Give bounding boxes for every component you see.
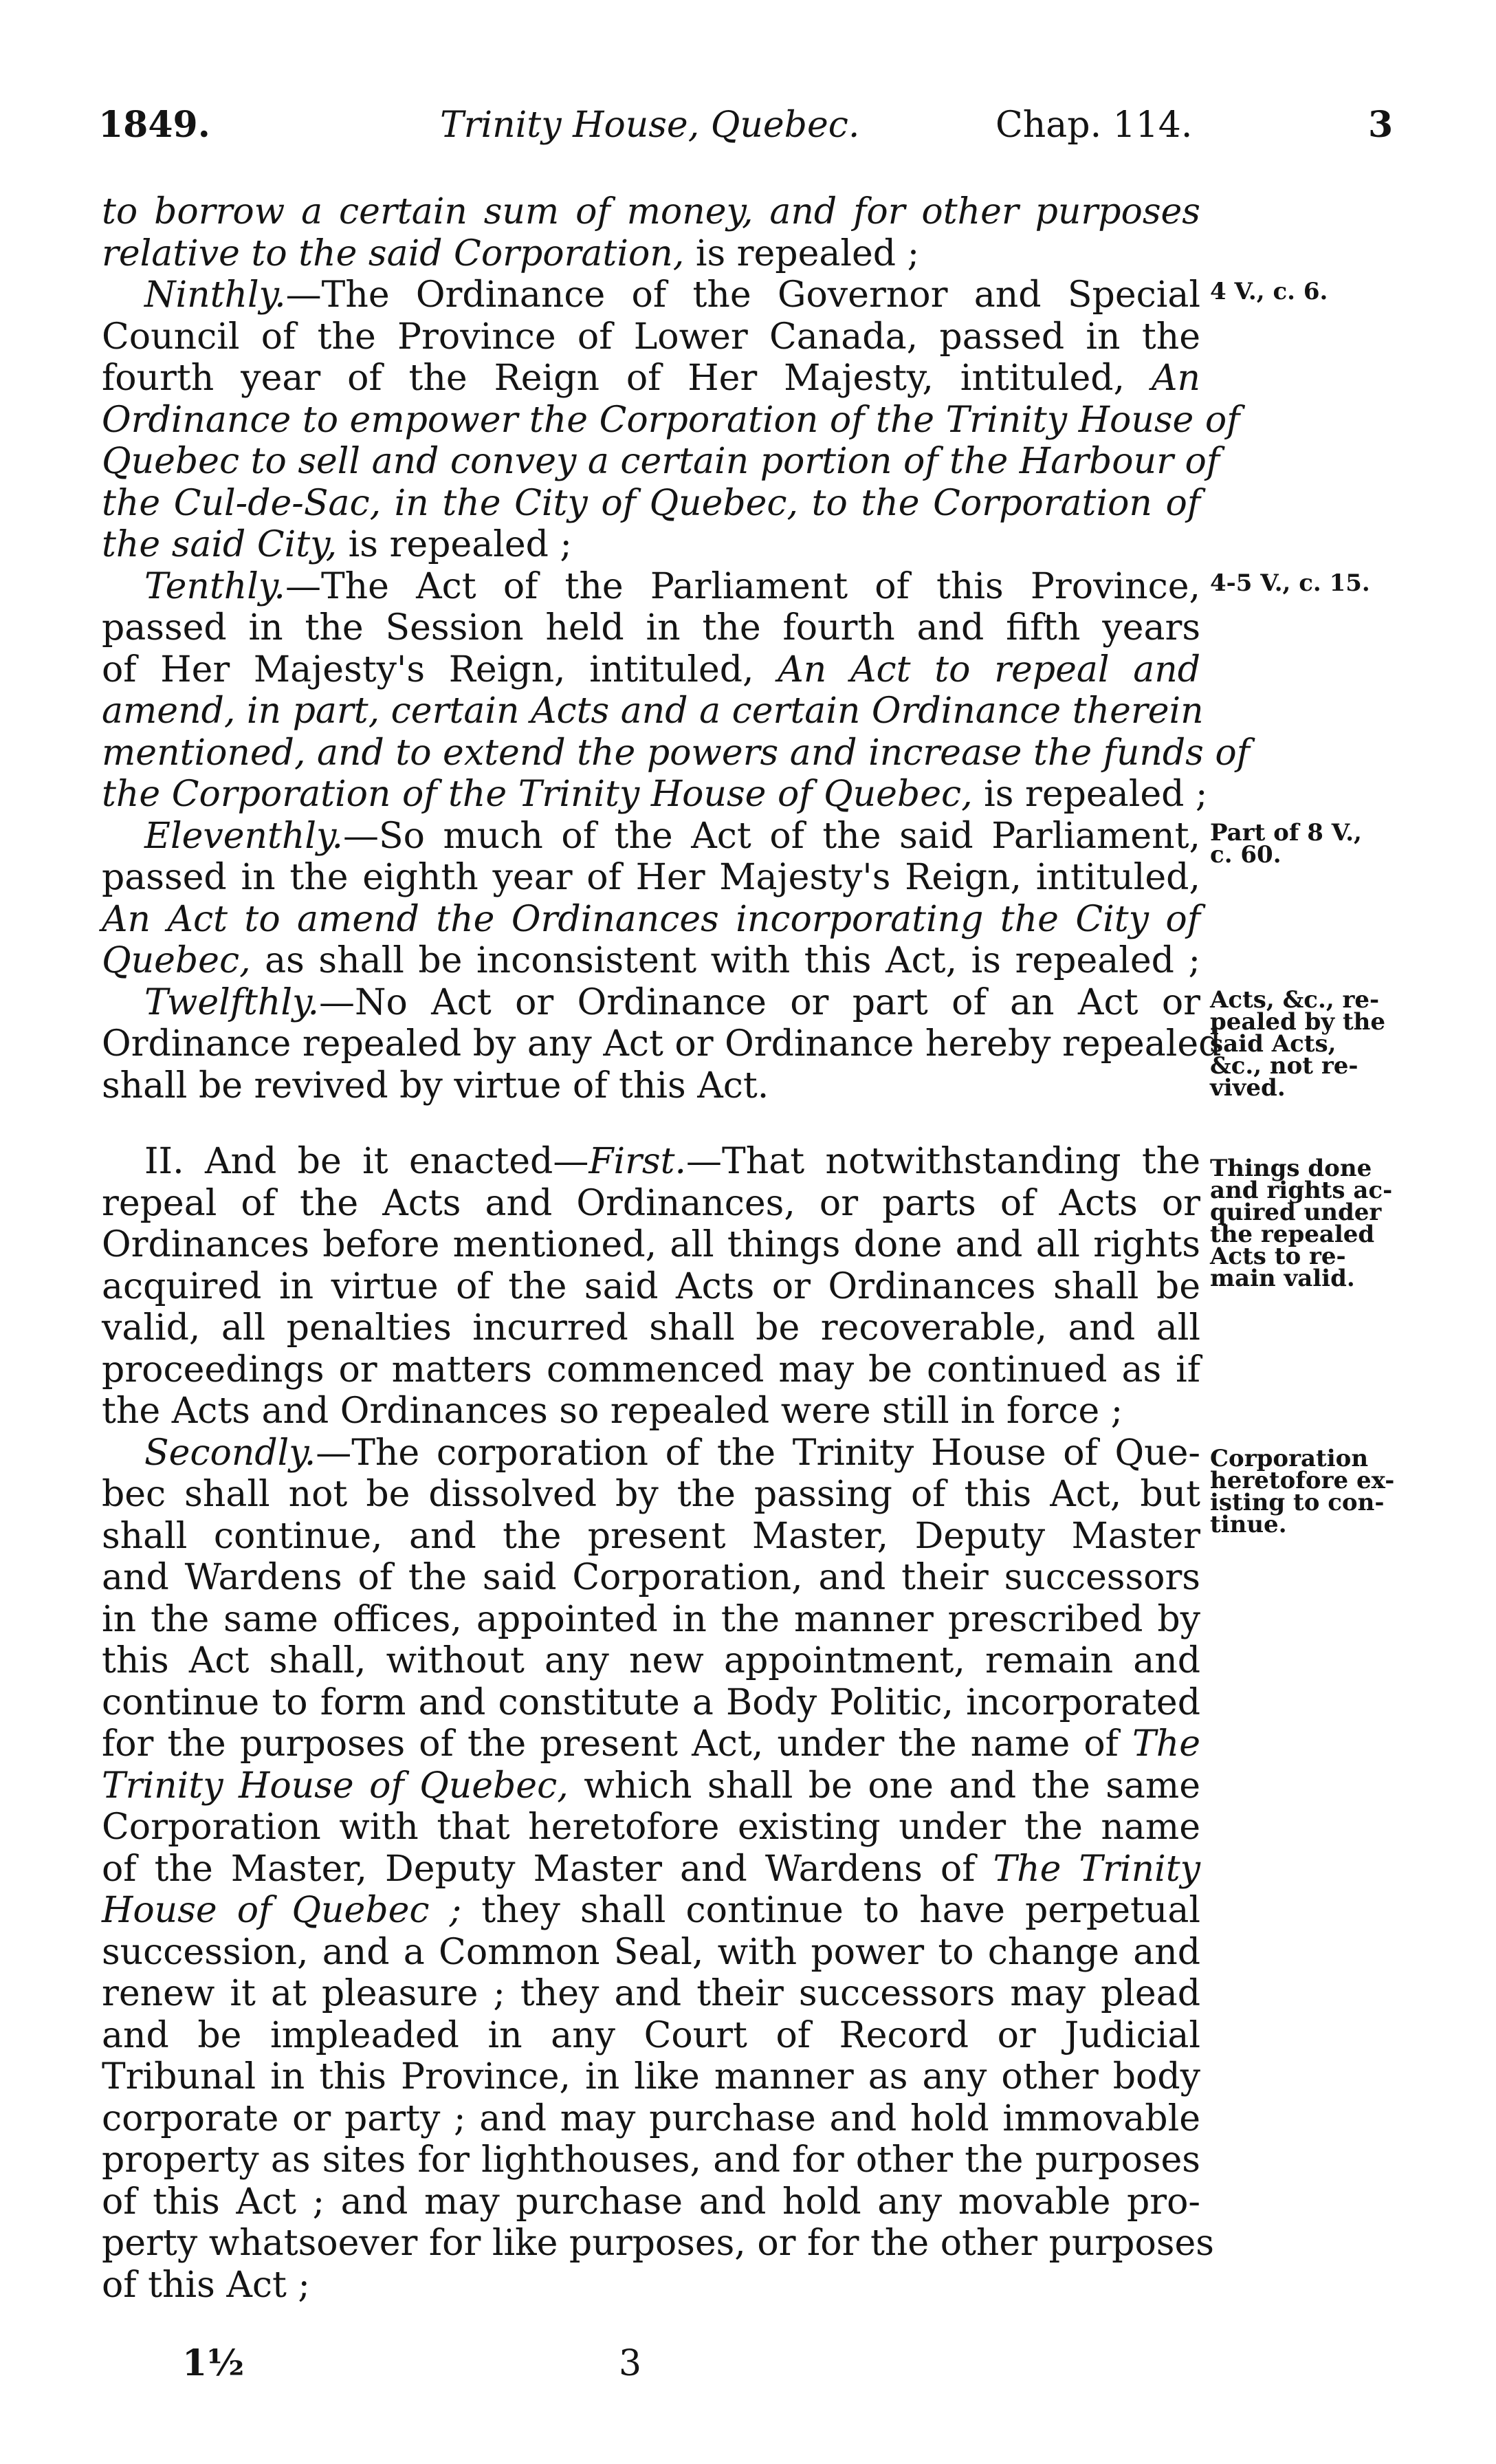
- body-line: Council of the Province of Lower Canada, passed in the: [102, 316, 1200, 358]
- section-gap: [102, 1106, 1200, 1141]
- body-line: Twelfthly.—No Act or Ordinance or part of an Act or: [144, 981, 1200, 1023]
- margin-note-line: vived.: [1210, 1074, 1286, 1102]
- body-line: renew it at pleasure ; they and their successors may plead: [102, 1973, 1200, 2014]
- body-line: relative to the said Corporation, is repealed ;: [102, 232, 920, 274]
- body-line: An Act to amend the Ordinances incorporating the City of: [102, 898, 1200, 940]
- body-line: passed in the eighth year of Her Majesty's Reign, intituled,: [102, 857, 1200, 898]
- margin-note-line: quired under: [1210, 1199, 1382, 1226]
- body-line: mentioned, and to extend the powers and increase the funds of: [102, 732, 1250, 774]
- body-line: and Wardens of the said Corporation, and their successors: [102, 1557, 1200, 1598]
- body-line: this Act shall, without any new appointment, remain and: [102, 1640, 1200, 1681]
- body-line: of the Master, Deputy Master and Wardens of The Trinity: [102, 1848, 1200, 1890]
- body-line: Ordinance repealed by any Act or Ordinance hereby repealed: [102, 1023, 1222, 1065]
- body-line: of this Act ; and may purchase and hold any movable pro-: [102, 2181, 1200, 2223]
- body-line: bec shall not be dissolved by the passing of this Act, but: [102, 1474, 1200, 1515]
- body-line: property as sites for lighthouses, and for other the purposes: [102, 2139, 1200, 2181]
- margin-note-4-5v-c15: [1210, 569, 1416, 597]
- body-line: the said City, is repealed ;: [102, 524, 572, 565]
- body-line: II. And be it enacted—First.—That notwithstanding the: [144, 1141, 1201, 1182]
- body-line: Trinity House of Quebec, which shall be one and the same: [102, 1765, 1201, 1807]
- body-line: of this Act ;: [102, 2264, 310, 2306]
- body-line: Quebec, as shall be inconsistent with this Act, is repealed ;: [102, 940, 1200, 981]
- body-line: the Corporation of the Trinity House of Quebec, is repealed ;: [102, 774, 1208, 815]
- margin-note-things-done-valid: [1210, 1155, 1416, 1292]
- body-line: continue to form and constitute a Body Politic, incorporated: [102, 1681, 1200, 1723]
- margin-note-line: 4 V., c. 6.: [1210, 278, 1328, 305]
- body-line: Tribunal in this Province, in like manner as any other body: [102, 2056, 1200, 2097]
- margin-note-4v-c6: [1210, 278, 1416, 305]
- body-line: perty whatsoever for like purposes, or for the other purposes: [102, 2223, 1214, 2264]
- body-line: passed in the Session held in the fourth and fifth years: [102, 607, 1200, 648]
- body-line: House of Quebec ; they shall continue to have perpetual: [102, 1890, 1201, 1931]
- margin-note-line: heretofore ex-: [1210, 1467, 1395, 1494]
- margin-note-line: main valid.: [1210, 1265, 1355, 1292]
- body-line: Ordinance to empower the Corporation of the Trinity House of: [102, 399, 1240, 441]
- margin-note-line: and rights ac-: [1210, 1177, 1393, 1204]
- header-year: 1849.: [98, 104, 210, 146]
- body-line: in the same offices, appointed in the manner prescribed by: [102, 1598, 1200, 1640]
- header-chapter: Chap. 114.: [996, 105, 1193, 146]
- margin-note-line: Part of 8 V.,: [1210, 819, 1362, 847]
- footer-signature-mark: 1½: [182, 2342, 245, 2384]
- body-line: succession, and a Common Seal, with power to change and: [102, 1931, 1200, 1973]
- body-line: proceedings or matters commenced may be continued as if: [102, 1349, 1200, 1391]
- margin-note-line: Acts, &c., re-: [1210, 986, 1380, 1014]
- body-line: Corporation with that heretofore existing under the name: [102, 1807, 1200, 1848]
- margin-note-line: Things done: [1210, 1155, 1372, 1182]
- margin-note-line: 4-5 V., c. 15.: [1210, 569, 1370, 597]
- margin-note-line: Corporation: [1210, 1445, 1369, 1472]
- body-line: shall be revived by virtue of this Act.: [102, 1065, 769, 1106]
- margin-note-line: Acts to re-: [1210, 1243, 1346, 1270]
- body-line: repeal of the Acts and Ordinances, or parts of Acts or: [102, 1182, 1200, 1224]
- body-line: valid, all penalties incurred shall be recoverable, and all: [102, 1307, 1200, 1349]
- body-line: for the purposes of the present Act, under the name of The: [102, 1723, 1200, 1765]
- body-line: Ninthly.—The Ordinance of the Governor and Special: [144, 274, 1200, 316]
- margin-note-line: isting to con-: [1210, 1489, 1385, 1516]
- margin-note-line: tinue.: [1210, 1511, 1287, 1538]
- margin-note-line: said Acts,: [1210, 1030, 1336, 1058]
- body-line: the Cul-de-Sac, in the City of Quebec, to the Corporation of: [102, 482, 1200, 524]
- margin-note-acts-not-revived: [1210, 986, 1416, 1102]
- body-line: Tenthly.—The Act of the Parliament of this Province,: [144, 565, 1200, 607]
- body-line: amend, in part, certain Acts and a certain Ordinance therein: [102, 690, 1204, 732]
- margin-note-line: pealed by the: [1210, 1008, 1386, 1036]
- body-line: Secondly.—The corporation of the Trinity House of Que-: [144, 1432, 1200, 1474]
- body-line: corporate or party ; and may purchase and hold immovable: [102, 2097, 1200, 2139]
- body-line: of Her Majesty's Reign, intituled, An Act to repeal and: [102, 648, 1200, 690]
- body-line: fourth year of the Reign of Her Majesty, intituled, An: [102, 358, 1200, 399]
- margin-note-line: &c., not re-: [1210, 1052, 1358, 1080]
- body-line: to borrow a certain sum of money, and for other purposes: [102, 191, 1200, 232]
- margin-note-line: the repealed: [1210, 1221, 1375, 1248]
- header-page-number: 3: [1368, 104, 1394, 146]
- body-line: Ordinances before mentioned, all things done and all rights: [102, 1224, 1200, 1265]
- footer-number: 3: [619, 2343, 642, 2384]
- margin-note-part-8v-c60: [1210, 819, 1416, 869]
- body-line: Quebec to sell and convey a certain portion of the Harbour of: [102, 441, 1220, 482]
- margin-note-corporation-continue: [1210, 1445, 1416, 1538]
- margin-note-line: c. 60.: [1210, 841, 1282, 869]
- body-line: acquired in virtue of the said Acts or Ordinances shall be: [102, 1265, 1200, 1307]
- body-line: the Acts and Ordinances so repealed were still in force ;: [102, 1391, 1123, 1432]
- body-line: and be impleaded in any Court of Record or Judicial: [102, 2014, 1200, 2056]
- body-line: shall continue, and the present Master, Deputy Master: [102, 1515, 1200, 1557]
- header-title: Trinity House, Quebec.: [440, 105, 860, 146]
- body-line: Eleventhly.—So much of the Act of the said Parliament,: [144, 815, 1200, 857]
